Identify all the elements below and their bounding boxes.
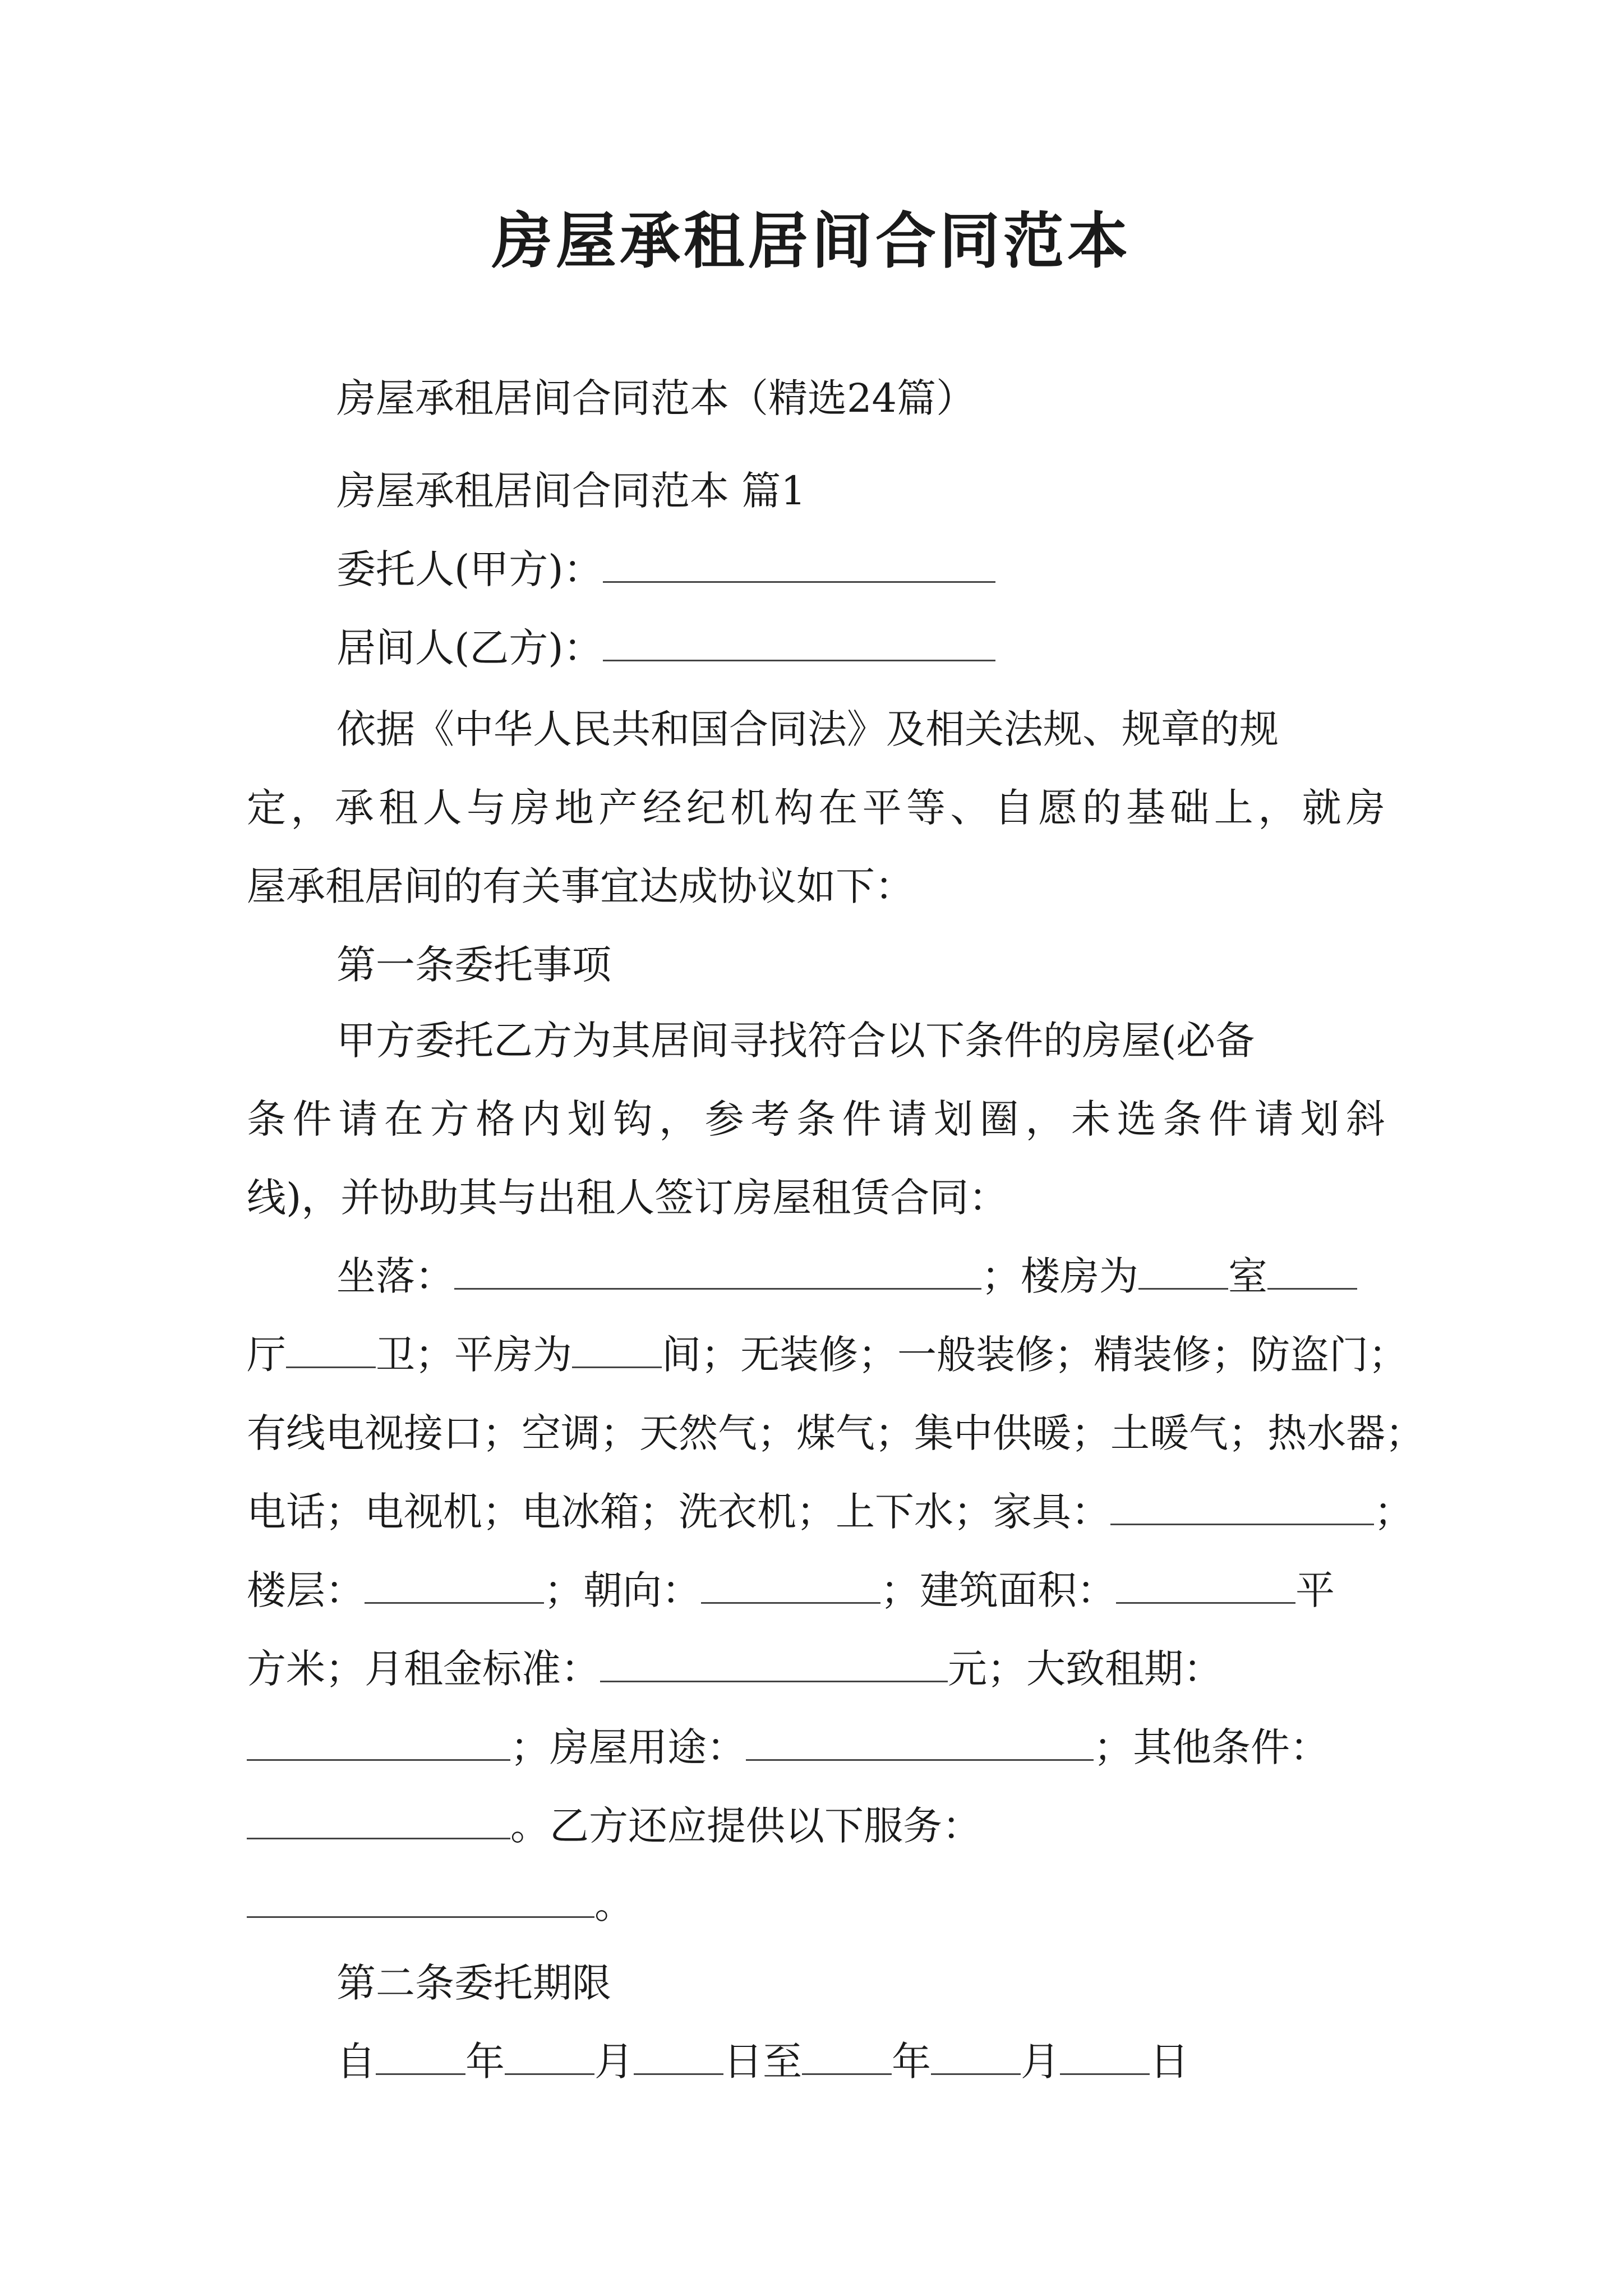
term-day-2: 日 <box>1150 2039 1189 2085</box>
orientation-blank <box>701 1570 880 1604</box>
conditions-line-9 <box>247 1874 634 1935</box>
location-blank <box>454 1255 981 1290</box>
room-blank <box>1138 1255 1228 1290</box>
hall-blank <box>1267 1255 1357 1290</box>
unit-blank <box>572 1334 662 1368</box>
rent-label: 方米；月租金标准： <box>247 1646 600 1692</box>
end-year-blank <box>802 2041 892 2075</box>
bath-blank <box>286 1334 376 1368</box>
start-day-blank <box>634 2041 723 2075</box>
term-blank <box>247 1727 510 1761</box>
semicolon: ； <box>1374 1489 1413 1535</box>
building-label: ；楼房为 <box>981 1253 1138 1299</box>
term-from: 自 <box>336 2039 376 2085</box>
term-month: 月 <box>594 2039 634 2085</box>
services-blank <box>247 1884 594 1918</box>
usage-label: ；房屋用途： <box>510 1724 746 1770</box>
intro-line-2: 定，承租人与房地产经纪机构在平等、自愿的基础上，就房 <box>247 785 1385 831</box>
term-year-2: 年 <box>892 2039 931 2085</box>
end-month-blank <box>931 2041 1021 2075</box>
section-heading: 房屋承租居间合同范本 篇1 <box>336 468 806 514</box>
area-label: ；建筑面积： <box>880 1567 1116 1613</box>
party-a-label: 委托人(甲方)： <box>336 546 603 592</box>
party-b-line <box>336 617 995 679</box>
conditions-line-7 <box>247 1717 1329 1778</box>
article1-line-3: 线)，并协助其与出租人签订房屋租赁合同： <box>247 1175 1008 1221</box>
area-blank <box>1116 1570 1295 1604</box>
article2-heading: 第二条委托期限 <box>336 1960 611 2006</box>
rent-blank <box>600 1648 948 1682</box>
party-b-blank <box>603 627 995 661</box>
party-b-label: 居间人(乙方)： <box>336 625 603 671</box>
other-label: ；其他条件： <box>1094 1724 1329 1770</box>
term-line <box>336 2031 1189 2092</box>
room-label: 室 <box>1228 1253 1267 1299</box>
start-year-blank <box>376 2041 465 2075</box>
usage-blank <box>746 1727 1094 1761</box>
term-day-to: 日至 <box>723 2039 802 2085</box>
article1-line-2: 条件请在方格内划钩，参考条件请划圈，未选条件请划斜 <box>247 1096 1385 1142</box>
hall-label: 厅 <box>247 1332 286 1378</box>
intro-line-1: 依据《中华人民共和国合同法》及相关法规、规章的规 <box>336 706 1279 752</box>
article1-line-1: 甲方委托乙方为其居间寻找符合以下条件的房屋(必备 <box>336 1018 1255 1064</box>
start-month-blank <box>505 2041 594 2075</box>
floor-blank <box>365 1570 544 1604</box>
orientation-label: ；朝向： <box>544 1567 701 1613</box>
party-a-line <box>336 539 995 600</box>
conditions-line-4 <box>247 1481 1413 1543</box>
term-year: 年 <box>465 2039 505 2085</box>
conditions-line-3: 有线电视接口；空调；天然气；煤气；集中供暖；土暖气；热水器； <box>247 1410 1424 1456</box>
term-month-2: 月 <box>1021 2039 1060 2085</box>
conditions-line-8 <box>247 1795 981 1857</box>
document-title: 房屋承租居间合同范本 <box>491 206 1131 277</box>
term-label: 元；大致租期： <box>948 1646 1223 1692</box>
intro-line-3: 屋承租居间的有关事宜达成协议如下： <box>247 863 914 909</box>
appliance-options: 电话；电视机；电冰箱；洗衣机；上下水；家具： <box>247 1489 1110 1535</box>
party-a-blank <box>603 549 995 583</box>
end-day-blank <box>1060 2041 1150 2075</box>
conditions-line-2 <box>247 1324 1408 1386</box>
services-label: 。乙方还应提供以下服务： <box>510 1803 981 1849</box>
article1-heading: 第一条委托事项 <box>336 942 611 988</box>
location-label: 坐落： <box>336 1253 454 1299</box>
conditions-line-1 <box>336 1245 1357 1307</box>
period: 。 <box>594 1881 634 1927</box>
other-blank <box>247 1805 510 1839</box>
decoration-options: 间；无装修；一般装修；精装修；防盗门； <box>662 1332 1408 1378</box>
conditions-line-6 <box>247 1638 1223 1700</box>
conditions-line-5 <box>247 1559 1335 1621</box>
floor-label: 楼层： <box>247 1567 365 1613</box>
ping-label: 平 <box>1295 1567 1335 1613</box>
furniture-blank <box>1110 1491 1374 1525</box>
bath-label: 卫；平房为 <box>376 1332 572 1378</box>
document-subtitle: 房屋承租居间合同范本（精选24篇） <box>336 375 976 421</box>
